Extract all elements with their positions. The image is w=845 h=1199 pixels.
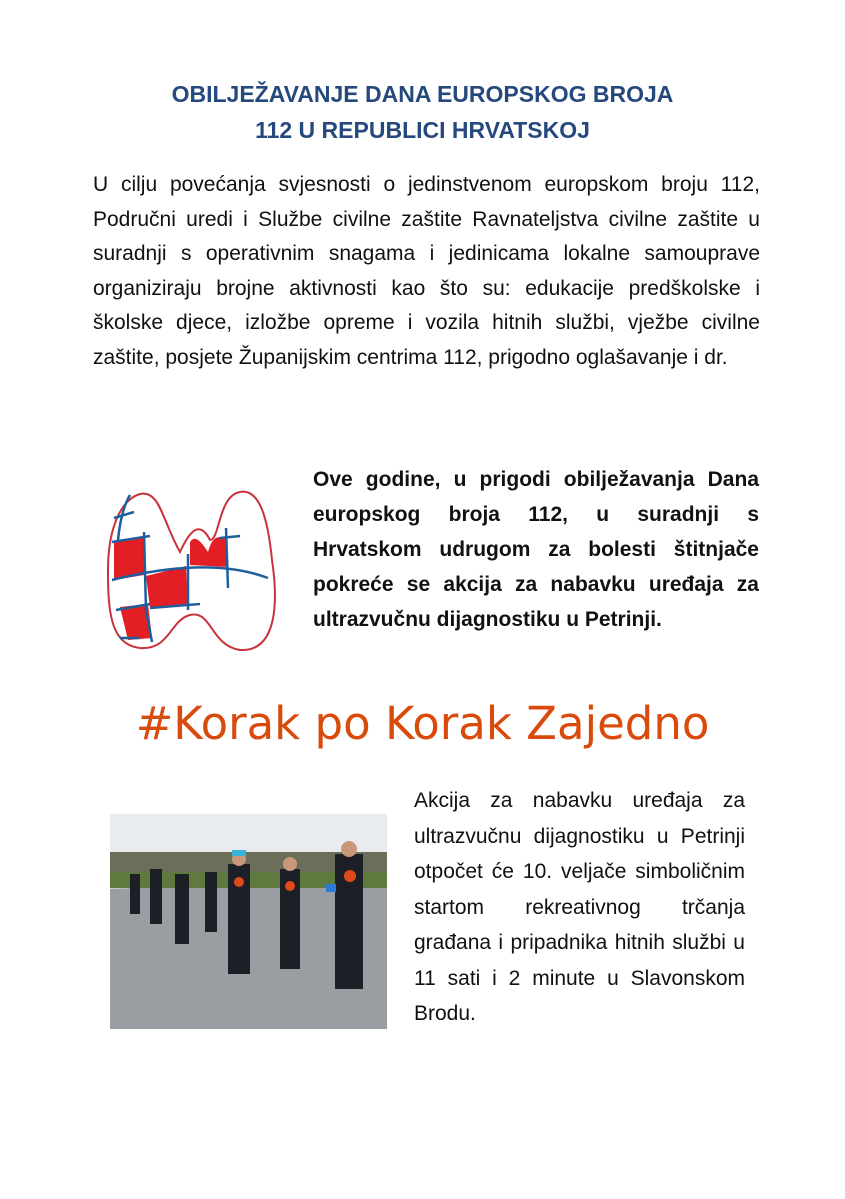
action-paragraph: Akcija za nabavku uređaja za ultrazvučnu dijagnostiku u Petrinji otpočet će 10. veljače simboličnim startom rekreativnog trčanja građana i pripadnika hitnih službi u 11 sati i 2 minute u Slavonskom Brodu. <box>414 789 745 1025</box>
runners-photo <box>110 814 387 1029</box>
highlight-paragraph: Ove godine, u prigodi obilježavanja Dana europskog broja 112, u suradnji s Hrvatskom udrugom za bolesti štitnjače pokreće se akcija za nabavku uređaja za ultrazvučnu dijagnostiku u Petrinji. <box>313 468 759 631</box>
title-line-1: OBILJEŽAVANJE DANA EUROPSKOG BROJA <box>171 81 674 107</box>
campaign-hashtag: #Korak po Korak Zajedno <box>135 697 710 750</box>
intro-paragraph: U cilju povećanja svjesnosti o jedinstvenom europskom broju 112, Područni uredi i Službe civilne zaštite Ravnateljstva civilne zaštite u suradnji s operativnim snagama i jedinicama lokalne samouprave organiziraju brojne aktivnosti kao što su: edukacije predškolske i školske djece, izložbe opreme i vozila hitnih službi, vježbe civilne zaštite, posjete Županijskim centrima 112, prigodno oglašavanje i dr. <box>93 173 760 369</box>
title-line-2: 112 U REPUBLICI HRVATSKOJ <box>255 117 590 143</box>
page-title <box>60 76 785 148</box>
thyroid-association-logo <box>100 480 290 660</box>
